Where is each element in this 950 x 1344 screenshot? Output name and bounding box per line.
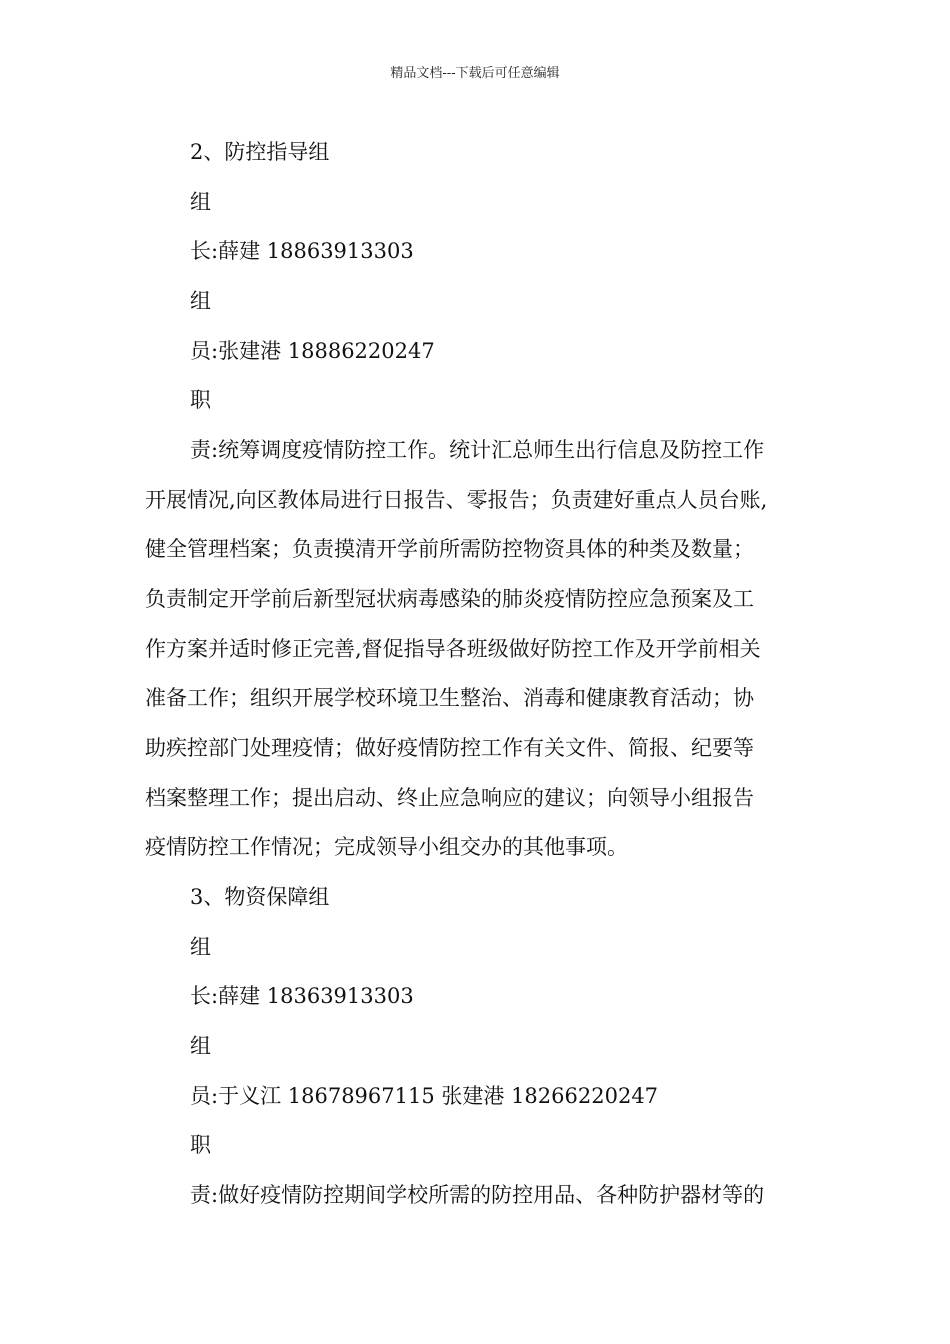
body-line: 责:统筹调度疫情防控工作。统计汇总师生出行信息及防控工作 (190, 438, 765, 462)
body-line: 长:薛建 18363913303 (190, 984, 414, 1008)
body-line: 助疾控部门处理疫情；做好疫情防控工作有关文件、简报、纪要等 (145, 736, 754, 760)
body-line: 责:做好疫情防控期间学校所需的防控用品、各种防护器材等的 (190, 1183, 765, 1207)
section-heading: 3、物资保障组 (190, 885, 330, 909)
body-line: 职 (190, 1133, 211, 1157)
body-line: 负责制定开学前后新型冠状病毒感染的肺炎疫情防控应急预案及工 (145, 587, 754, 611)
body-line: 健全管理档案；负责摸清开学前所需防控物资具体的种类及数量； (145, 537, 754, 561)
body-line: 组 (190, 289, 211, 313)
body-line: 员:张建港 18886220247 (190, 339, 435, 363)
body-line: 职 (190, 388, 211, 412)
body-line: 组 (190, 1034, 211, 1058)
body-line: 疫情防控工作情况；完成领导小组交办的其他事项。 (145, 835, 628, 859)
page-header: 精品文档---下载后可任意编辑 (390, 66, 560, 81)
body-line: 开展情况,向区教体局进行日报告、零报告；负责建好重点人员台账, (145, 488, 768, 512)
body-line: 准备工作；组织开展学校环境卫生整治、消毒和健康教育活动；协 (145, 686, 754, 710)
body-line: 作方案并适时修正完善,督促指导各班级做好防控工作及开学前相关 (145, 637, 761, 661)
body-line: 长:薛建 18863913303 (190, 239, 414, 263)
section-heading: 2、防控指导组 (190, 140, 330, 164)
body-line: 组 (190, 190, 211, 214)
body-line: 档案整理工作；提出启动、终止应急响应的建议；向领导小组报告 (145, 786, 754, 810)
body-line: 员:于义江 18678967115 张建港 18266220247 (190, 1084, 659, 1108)
body-line: 组 (190, 935, 211, 959)
